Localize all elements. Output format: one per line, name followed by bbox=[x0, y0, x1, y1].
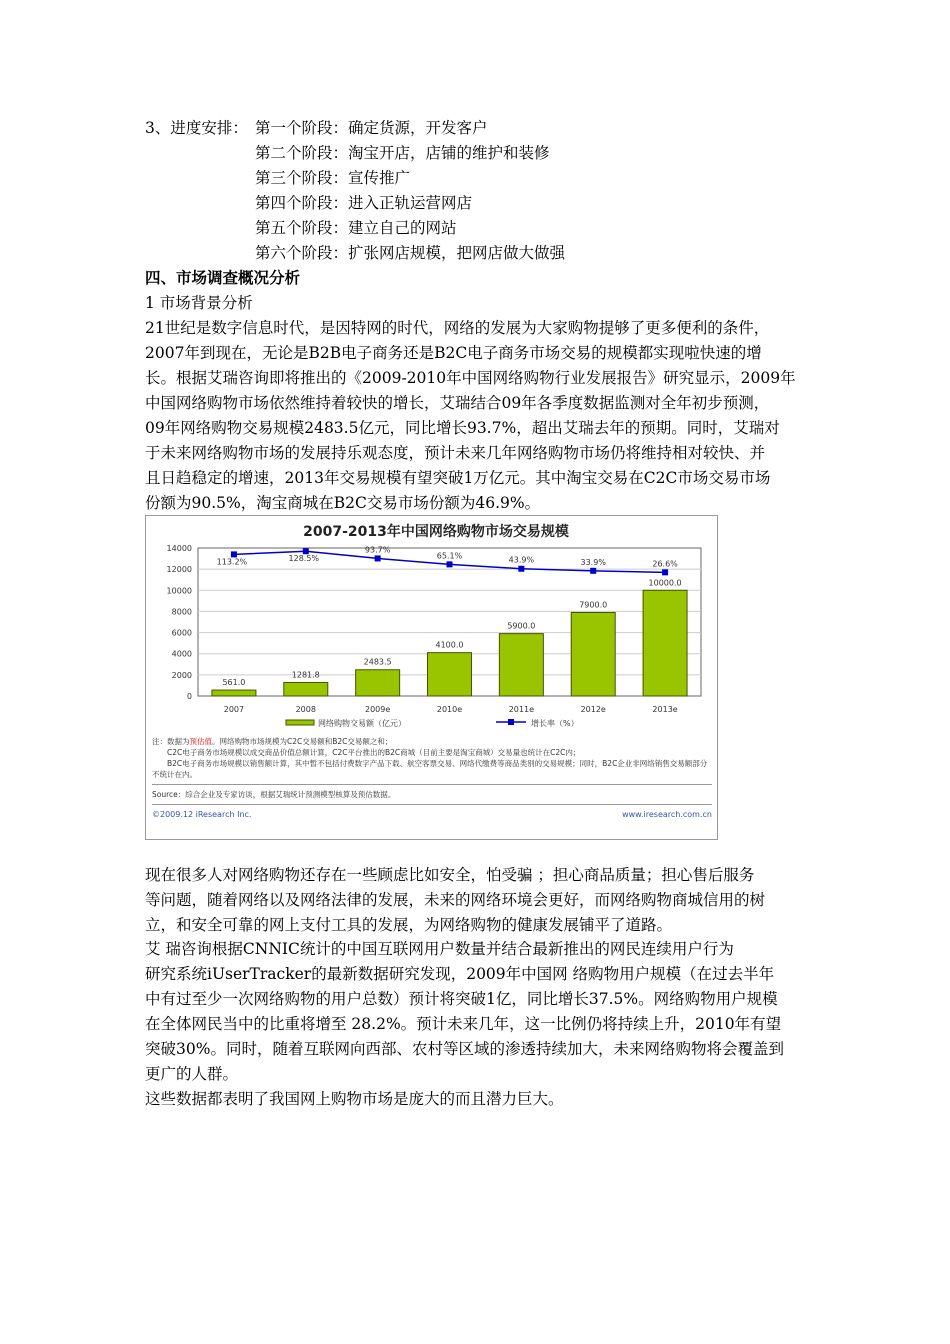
x-tick-label: 2009e bbox=[365, 705, 391, 714]
paragraph-line: 在全体网民当中的比重将增至 28.2%。预计未来几年，这一比例仍将持续上升，2010年有望 bbox=[145, 1015, 782, 1033]
legend-bar-swatch bbox=[286, 720, 314, 725]
bar bbox=[212, 690, 256, 696]
bar-value-label: 10000.0 bbox=[648, 578, 682, 588]
y-tick-label: 0 bbox=[186, 692, 192, 701]
growth-label: 33.9% bbox=[580, 557, 606, 567]
growth-marker bbox=[375, 555, 381, 561]
legend-line-label: 增长率（%） bbox=[531, 719, 579, 728]
note-line-1 bbox=[152, 736, 712, 747]
chart-copyright: ©2009.12 iResearch Inc. bbox=[152, 810, 252, 819]
bar bbox=[643, 590, 687, 696]
schedule-label: 3、进度安排： bbox=[145, 119, 248, 137]
growth-marker bbox=[590, 568, 596, 574]
x-tick-label: 2007 bbox=[223, 705, 245, 714]
paragraph-line: 这些数据都表明了我国网上购物市场是庞大的而且潜力巨大。 bbox=[145, 1090, 564, 1108]
paragraph-line: 更广的人群。 bbox=[145, 1065, 239, 1083]
growth-label: 113.2% bbox=[216, 557, 248, 567]
y-tick-label: 6000 bbox=[171, 628, 192, 638]
stage-6: 第六个阶段：扩张网店规模，把网店做大做强 bbox=[255, 244, 566, 262]
paragraph-line: 份额为90.5%，淘宝商城在B2C交易市场份额为46.9%。 bbox=[145, 494, 541, 512]
stage-5: 第五个阶段：建立自己的网站 bbox=[255, 219, 457, 237]
note-line-2: C2C电子商务市场规模以成交商品价值总额计算，C2C平台推出的B2C商城（目前主要是淘宝商城）交易量也统计在C2C内； bbox=[152, 748, 581, 757]
growth-label: 128.5% bbox=[288, 554, 320, 564]
paragraph-line: 突破30%。同时，随着互联网向西部、农村等区域的渗透持续加大，未来网络购物将会覆盖到 bbox=[145, 1040, 784, 1058]
bar-value-label: 1281.8 bbox=[291, 670, 320, 680]
growth-label: 93.7% bbox=[364, 545, 391, 555]
growth-marker bbox=[662, 569, 668, 575]
bar bbox=[499, 634, 543, 696]
note-red: 预估值 bbox=[189, 737, 212, 746]
paragraph-line: 21世纪是数字信息时代，是因特网的时代，网络的发展为大家购物提够了更多便利的条件， bbox=[145, 319, 770, 337]
y-tick-label: 2000 bbox=[171, 670, 192, 680]
x-tick-label: 2012e bbox=[580, 705, 606, 714]
paragraph-line: 2007年到现在，无论是B2B电子商务还是B2C电子商务市场交易的规模都实现啦快速的增 bbox=[145, 344, 762, 362]
bar bbox=[428, 653, 472, 696]
chart-title: 2007-2013年中国网络购物市场交易规模 bbox=[303, 524, 569, 540]
legend-bar-label: 网络购物交易额（亿元） bbox=[318, 719, 406, 728]
chart-website: www.iresearch.com.cn bbox=[622, 810, 712, 819]
x-tick-label: 2008 bbox=[295, 705, 316, 714]
y-tick-label: 8000 bbox=[171, 607, 192, 617]
paragraph-line: 中国网络购物市场依然维持着较快的增长，艾瑞结合09年各季度数据监测对全年初步预测， bbox=[145, 394, 770, 412]
paragraph-line: 长。根据艾瑞咨询即将推出的《2009-2010年中国网络购物行业发展报告》研究显示，2009年 bbox=[145, 369, 796, 387]
bar-value-label: 4100.0 bbox=[435, 640, 464, 650]
chart-source: Source：综合企业及专家访谈，根据艾瑞统计预测模型核算及预估数据。 bbox=[152, 790, 396, 799]
note-rest: 。网络购物市场规模为C2C交易额和B2C交易额之和； bbox=[212, 737, 393, 746]
bar-value-label: 5900.0 bbox=[507, 621, 536, 631]
growth-marker bbox=[447, 561, 453, 567]
growth-label: 43.9% bbox=[508, 555, 535, 565]
y-tick-label: 12000 bbox=[166, 565, 192, 575]
paragraph-line: 等问题，随着网络以及网络法律的发展，未来的网络环境会更好，而网络购物商城信用的树 bbox=[145, 891, 766, 909]
paragraph-line: 09年网络购物交易规模2483.5亿元，同比增长93.7%，超出艾瑞去年的预期。同时，艾瑞对 bbox=[145, 419, 780, 437]
bar bbox=[284, 682, 328, 696]
paragraph-line: 且日趋稳定的增速，2013年交易规模有望突破1万亿元。其中淘宝交易在C2C市场交易市场 bbox=[145, 469, 771, 487]
y-tick-label: 10000 bbox=[166, 586, 192, 596]
growth-marker bbox=[518, 566, 524, 572]
paragraph-line: 于未来网络购物市场的发展持乐观态度，预计未来几年网络购物市场仍将维持相对较快、并 bbox=[145, 444, 766, 462]
stage-1: 第一个阶段：确定货源，开发客户 bbox=[255, 119, 488, 137]
note-line-3: B2C电子商务市场规模以销售额计算，其中暂不包括付费数字产品下载、航空客票交易、网络代缴费等商品类别的交易规模；同时，B2C企业非网络销售交易额部分不统计在内。 bbox=[152, 759, 708, 779]
note-prefix: 注：数据为 bbox=[152, 737, 190, 746]
chart-notes bbox=[152, 736, 712, 820]
subsection-heading: 1 市场背景分析 bbox=[145, 294, 253, 312]
x-tick-label: 2011e bbox=[508, 705, 534, 714]
growth-label: 65.1% bbox=[436, 551, 463, 561]
x-tick-label: 2010e bbox=[436, 705, 463, 714]
growth-label: 26.6% bbox=[652, 559, 678, 569]
paragraph-line: 研究系统iUserTracker的最新数据研究发现，2009年中国网 络购物用户规模（在过去半年 bbox=[145, 965, 775, 983]
stage-4: 第四个阶段：进入正轨运营网店 bbox=[255, 194, 473, 212]
market-size-chart bbox=[145, 515, 718, 840]
bar-value-label: 561.0 bbox=[222, 678, 246, 688]
y-tick-label: 14000 bbox=[166, 544, 192, 553]
chart-svg bbox=[146, 516, 717, 731]
bar-value-label: 2483.5 bbox=[363, 657, 392, 667]
legend-line-marker bbox=[508, 719, 514, 725]
paragraph-line: 立，和安全可靠的网上支付工具的发展，为网络购物的健康发展铺平了道路。 bbox=[145, 916, 673, 934]
paragraph-line: 中有过至少一次网络购物的用户总数）预计将突破1亿，同比增长37.5%。网络购物用户规模 bbox=[145, 990, 778, 1008]
bar bbox=[571, 612, 615, 696]
y-tick-label: 4000 bbox=[171, 649, 192, 659]
paragraph-line: 现在很多人对网络购物还存在一些顾虑比如安全，怕受骗 ；担心商品质量；担心售后服务 bbox=[145, 866, 755, 884]
x-tick-label: 2013e bbox=[652, 705, 678, 714]
stage-3: 第三个阶段：宣传推广 bbox=[255, 169, 411, 187]
paragraph-line: 艾 瑞咨询根据CNNIC统计的中国互联网用户数量并结合最新推出的网民连续用户行为 bbox=[145, 940, 734, 958]
stage-2: 第二个阶段：淘宝开店，店铺的维护和装修 bbox=[255, 144, 550, 162]
bar bbox=[356, 670, 400, 696]
bar-value-label: 7900.0 bbox=[579, 600, 608, 610]
section-heading: 四、市场调查概况分析 bbox=[145, 269, 301, 287]
